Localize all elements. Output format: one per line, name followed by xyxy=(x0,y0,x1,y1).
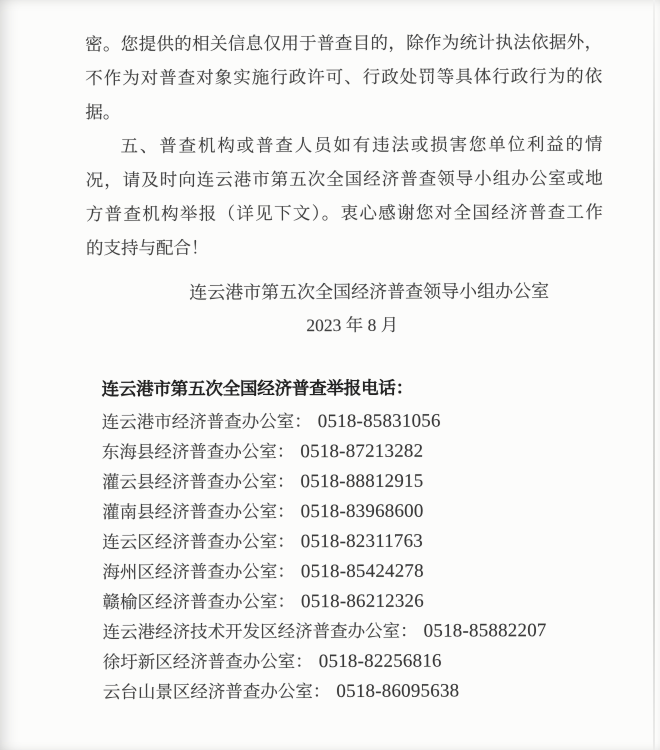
hotline-section xyxy=(102,371,605,707)
office-name: 连云港市经济普查办公室： xyxy=(101,411,312,433)
paragraph-report-clause xyxy=(85,127,603,265)
phone-number: 0518-82311763 xyxy=(300,530,424,553)
office-name: 徐圩新区经济普查办公室： xyxy=(102,651,313,673)
paragraph-line: 方普查机构举报（详见下文）。衷心感谢您对全国经济普查工作 xyxy=(85,201,603,225)
office-name: 连云港经济技术开发区经济普查办公室： xyxy=(102,620,418,643)
phone-number: 0518-86212326 xyxy=(300,590,424,613)
paragraph-line: 的支持与配合！ xyxy=(85,237,209,259)
office-name: 连云区经济普查办公室： xyxy=(102,531,295,553)
hotline-entry xyxy=(102,405,604,437)
office-name: 灌南县经济普查办公室： xyxy=(102,501,295,523)
hotline-entry xyxy=(102,435,604,467)
hotline-entry xyxy=(102,525,604,557)
phone-number: 0518-83968600 xyxy=(300,500,424,523)
hotline-heading: 连云港市第五次全国经济普查举报电话： xyxy=(101,377,414,400)
office-name: 云台山景区经济普查办公室： xyxy=(102,681,331,703)
hotline-entry xyxy=(102,465,604,497)
phone-number: 0518-88812915 xyxy=(300,470,424,493)
document-content xyxy=(85,25,605,707)
paragraph-confidentiality xyxy=(85,25,602,129)
office-name: 海州区经济普查办公室： xyxy=(102,561,295,583)
hotline-entry xyxy=(102,495,604,527)
paragraph-line: 况，请及时向连云港市第五次全国经济普查领导小组办公室或地 xyxy=(85,167,603,191)
phone-number: 0518-85424278 xyxy=(300,560,424,583)
office-name: 赣榆区经济普查办公室： xyxy=(102,591,296,613)
hotline-entry xyxy=(102,555,604,587)
phone-number: 0518-85882207 xyxy=(423,620,547,642)
scan-paper-edge xyxy=(653,0,655,750)
phone-number: 0518-87213282 xyxy=(300,440,424,463)
hotline-entry xyxy=(102,585,604,617)
paragraph-line: 不作为对普查对象实施行政许可、行政处罚等具体行政行为的依 xyxy=(85,65,603,89)
signature-date: 2023 年 8 月 xyxy=(306,314,399,336)
hotline-entry xyxy=(103,615,605,647)
office-name: 东海县经济普查办公室： xyxy=(101,441,295,463)
phone-number: 0518-82256816 xyxy=(318,650,442,673)
signature-organization: 连云港市第五次全国经济普查领导小组办公室 xyxy=(189,281,550,303)
paragraph-line: 五、普查机构或普查人员如有违法或损害您单位利益的情 xyxy=(120,133,603,156)
office-name: 灌云县经济普查办公室： xyxy=(101,471,295,493)
paragraph-line: 密。您提供的相关信息仅用于普查目的，除作为统计执法依据外， xyxy=(85,31,603,55)
hotline-entry xyxy=(103,675,605,707)
hotline-entry xyxy=(103,645,605,677)
signature-block xyxy=(86,275,603,343)
phone-number: 0518-85831056 xyxy=(317,410,441,433)
hotline-list xyxy=(102,405,605,707)
paragraph-line: 据。 xyxy=(85,101,121,123)
phone-number: 0518-86095638 xyxy=(336,680,460,703)
